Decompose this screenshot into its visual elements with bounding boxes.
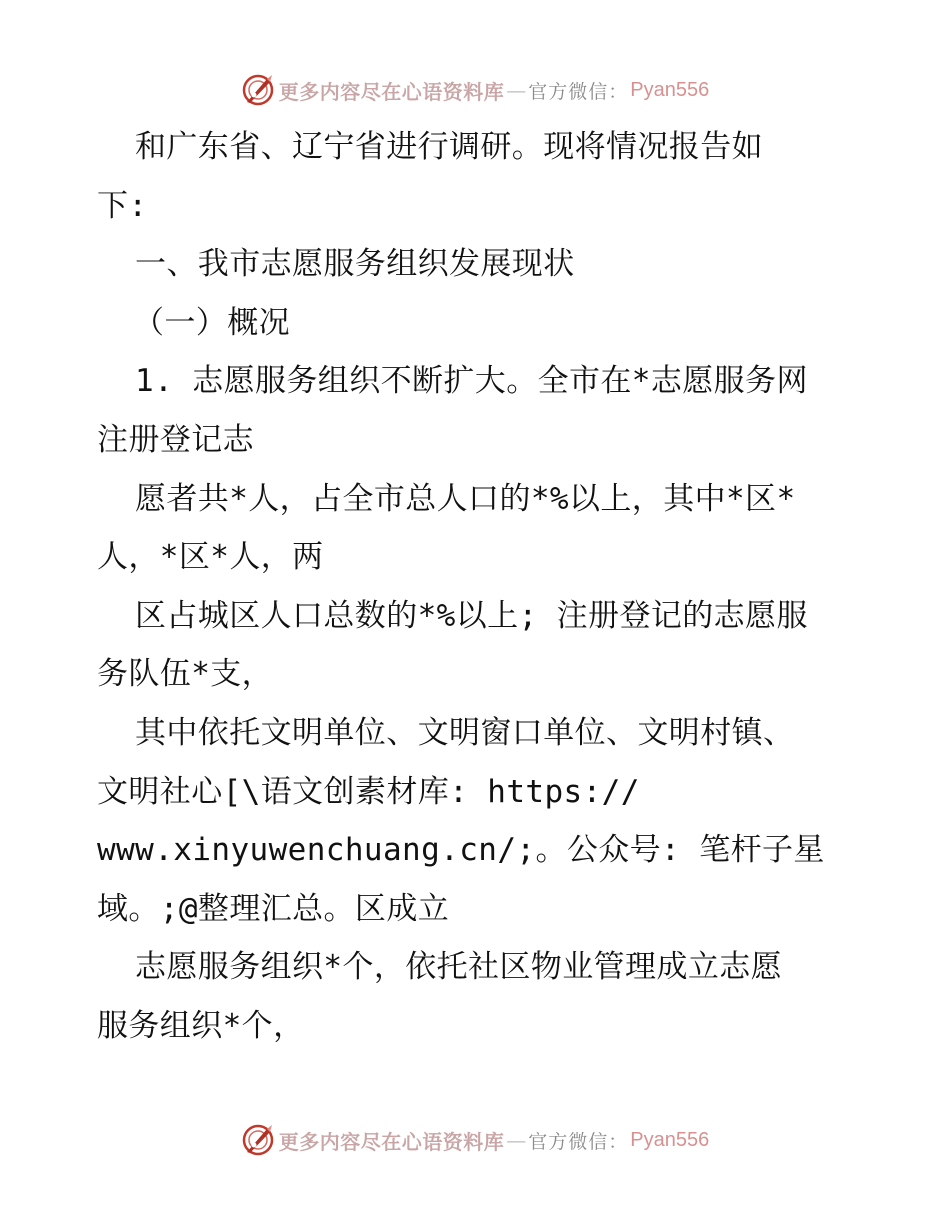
section-heading: 一、我市志愿服务组织发展现状 bbox=[135, 246, 575, 283]
header-separator: — bbox=[506, 78, 527, 102]
document-body bbox=[97, 118, 867, 1056]
body-line-1: 和广东省、辽宁省进行调研。现将情况报告如 bbox=[135, 129, 763, 165]
quill-pen-logo-icon bbox=[241, 1123, 275, 1157]
body-line-15: 志愿服务组织*个，依托社区物业管理成立志愿 bbox=[135, 949, 783, 986]
footer-site-name: 更多内容尽在心语资料库 bbox=[278, 1129, 505, 1154]
quill-pen-logo-icon bbox=[241, 73, 275, 107]
body-line-13: www.xinyuwenchuang.cn/;。公众号: 笔杆子星 bbox=[97, 832, 825, 869]
body-line-7: 愿者共*人，占全市总人口的*%以上，其中*区* bbox=[135, 480, 796, 517]
body-line-9: 区占城区人口总数的*%以上; 注册登记的志愿服 bbox=[135, 597, 808, 634]
body-line-8: 人，*区*人，两 bbox=[97, 539, 324, 576]
body-line-2: 下: bbox=[97, 187, 148, 224]
body-line-5: 1. 志愿服务组织不断扩大。全市在*志愿服务网 bbox=[135, 363, 808, 400]
header-site-name: 更多内容尽在心语资料库 bbox=[278, 79, 505, 104]
footer-watermark bbox=[0, 1120, 950, 1160]
header-wechat-label: 官方微信： bbox=[528, 80, 629, 103]
footer-separator: — bbox=[506, 1128, 527, 1152]
body-line-11: 其中依托文明单位、文明窗口单位、文明村镇、 bbox=[135, 714, 795, 751]
footer-wechat-label: 官方微信： bbox=[528, 1130, 629, 1153]
body-line-16: 服务组织*个， bbox=[97, 1007, 305, 1044]
body-line-12: 文明社心[\语文创素材库: https:// bbox=[97, 773, 640, 810]
body-line-10: 务队伍*支， bbox=[97, 656, 274, 693]
body-line-6: 注册登记志 bbox=[97, 421, 254, 458]
body-line-14: 域。;@整理汇总。区成立 bbox=[97, 890, 450, 927]
header-wechat-id: Pyan556 bbox=[630, 78, 710, 101]
footer-wechat-id: Pyan556 bbox=[630, 1128, 710, 1151]
subsection-heading: （一）概况 bbox=[133, 304, 290, 341]
header-watermark bbox=[0, 70, 950, 110]
